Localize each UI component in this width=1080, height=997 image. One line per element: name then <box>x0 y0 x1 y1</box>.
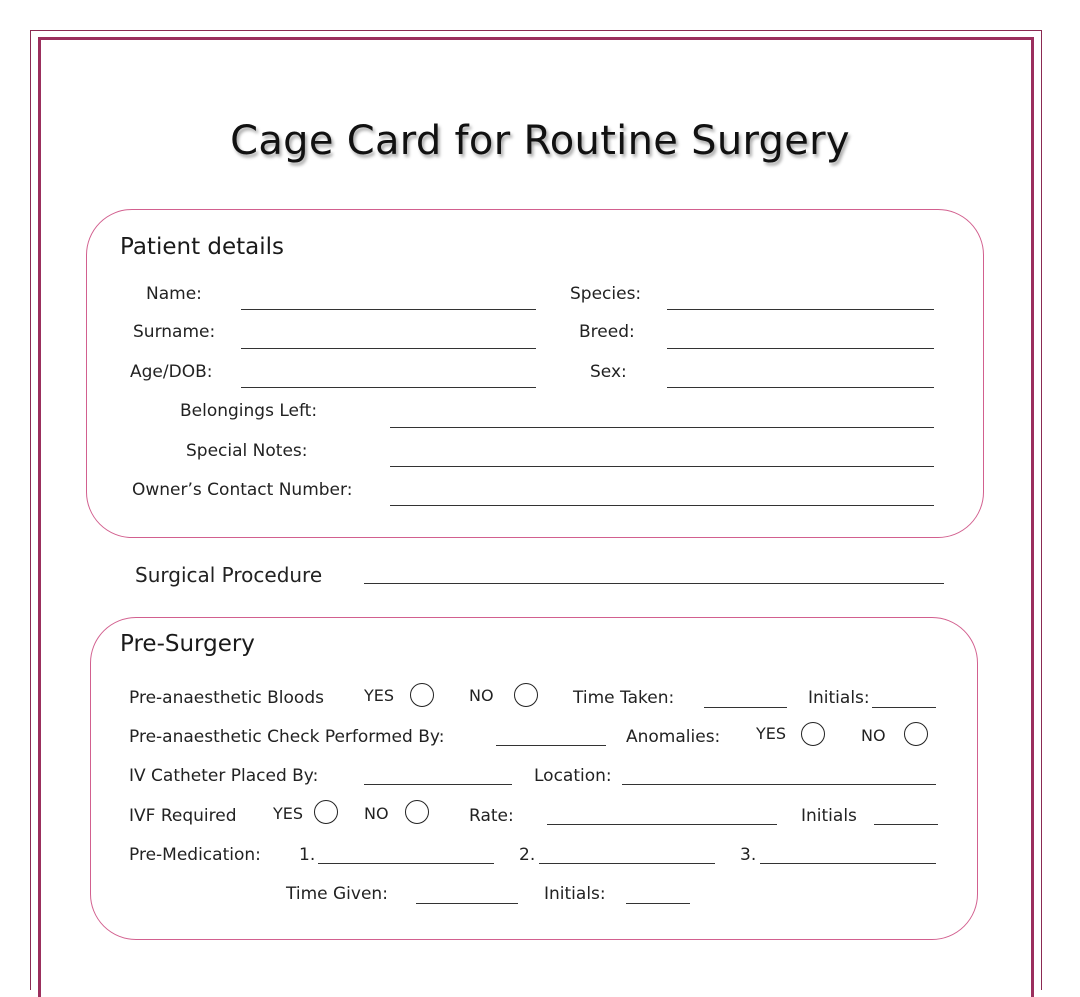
bloods-yes-label: YES <box>364 686 395 705</box>
breed-label: Breed: <box>579 322 635 342</box>
name-label: Name: <box>146 284 202 304</box>
anomalies-yes-label: YES <box>756 724 787 743</box>
iv-catheter-label: IV Catheter Placed By: <box>129 766 319 786</box>
time-given-field[interactable] <box>416 903 518 904</box>
name-field[interactable] <box>241 309 536 310</box>
ivf-yes-label: YES <box>273 804 304 823</box>
belongings-left-field[interactable] <box>390 427 934 428</box>
age-dob-label: Age/DOB: <box>130 362 213 382</box>
pre-medication-label: Pre-Medication: <box>129 845 261 865</box>
rate-field[interactable] <box>547 824 777 825</box>
time-taken-field[interactable] <box>704 707 787 708</box>
bloods-initials-field[interactable] <box>872 707 936 708</box>
ivf-no-label: NO <box>364 804 389 823</box>
location-label: Location: <box>534 766 612 786</box>
time-taken-label: Time Taken: <box>573 688 675 708</box>
med-3-field[interactable] <box>760 863 936 864</box>
owner-contact-field[interactable] <box>390 505 934 506</box>
breed-field[interactable] <box>667 348 934 349</box>
med-1-label: 1. <box>299 845 316 865</box>
owner-contact-label: Owner’s Contact Number: <box>132 480 353 500</box>
ivf-initials-label: Initials <box>801 806 857 826</box>
bloods-yes-radio[interactable] <box>410 683 434 707</box>
anomalies-yes-radio[interactable] <box>801 722 825 746</box>
med-2-field[interactable] <box>539 863 715 864</box>
bloods-no-label: NO <box>469 686 494 705</box>
med-2-label: 2. <box>519 845 536 865</box>
pre-surgery-heading: Pre-Surgery <box>120 631 255 657</box>
belongings-left-label: Belongings Left: <box>180 401 318 421</box>
location-field[interactable] <box>622 784 936 785</box>
surname-field[interactable] <box>241 348 536 349</box>
sex-field[interactable] <box>667 387 934 388</box>
surgical-procedure-label: Surgical Procedure <box>135 563 323 587</box>
check-performed-by-field[interactable] <box>496 745 606 746</box>
surname-label: Surname: <box>133 322 216 342</box>
age-dob-field[interactable] <box>241 387 536 388</box>
rate-label: Rate: <box>469 806 514 826</box>
time-given-initials-label: Initials: <box>544 884 606 904</box>
patient-details-heading: Patient details <box>120 234 285 260</box>
special-notes-field[interactable] <box>390 466 934 467</box>
anomalies-no-label: NO <box>861 726 886 745</box>
species-label: Species: <box>570 284 642 304</box>
surgical-procedure-field[interactable] <box>364 583 944 584</box>
ivf-no-radio[interactable] <box>405 800 429 824</box>
iv-catheter-field[interactable] <box>364 784 512 785</box>
med-3-label: 3. <box>740 845 757 865</box>
anomalies-no-radio[interactable] <box>904 722 928 746</box>
species-field[interactable] <box>667 309 934 310</box>
pre-anaesthetic-bloods-label: Pre-anaesthetic Bloods <box>129 688 324 708</box>
sex-label: Sex: <box>590 362 627 382</box>
med-1-field[interactable] <box>318 863 494 864</box>
page-title: Cage Card for Routine Surgery <box>230 118 850 164</box>
anomalies-label: Anomalies: <box>626 727 721 747</box>
ivf-yes-radio[interactable] <box>314 800 338 824</box>
time-given-initials-field[interactable] <box>626 903 690 904</box>
ivf-initials-field[interactable] <box>874 824 938 825</box>
ivf-required-label: IVF Required <box>129 806 237 826</box>
check-performed-by-label: Pre-anaesthetic Check Performed By: <box>129 727 445 747</box>
time-given-label: Time Given: <box>286 884 388 904</box>
special-notes-label: Special Notes: <box>186 441 308 461</box>
bloods-initials-label: Initials: <box>808 688 870 708</box>
bloods-no-radio[interactable] <box>514 683 538 707</box>
